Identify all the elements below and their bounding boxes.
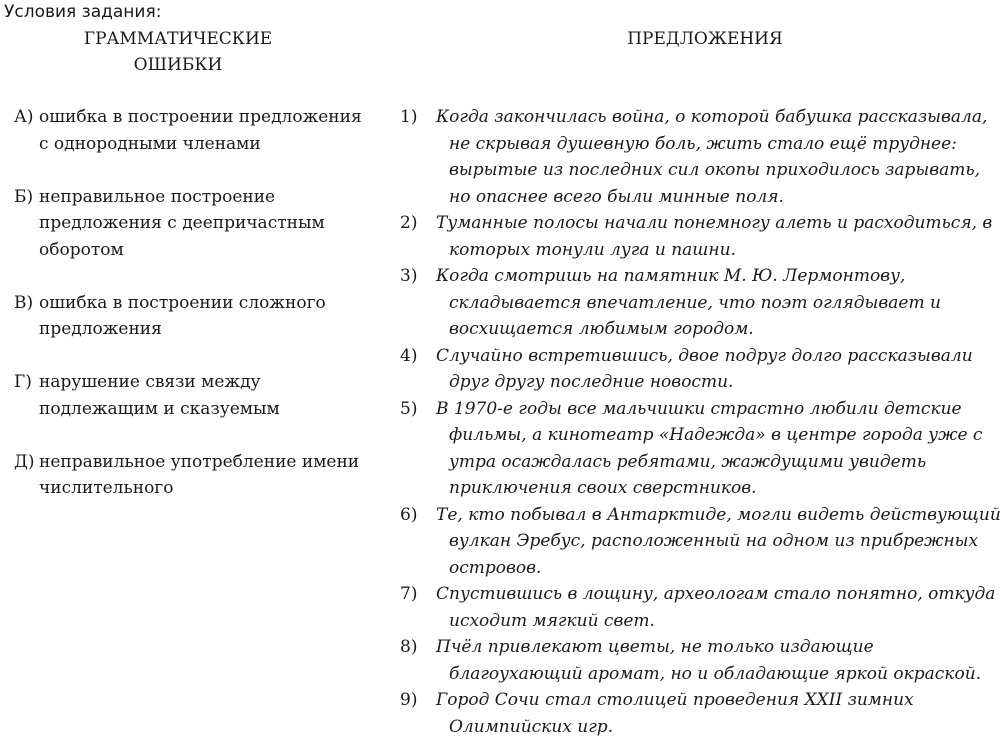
sentence-number: 1)	[400, 107, 418, 127]
error-item-d	[14, 449, 364, 502]
error-letter: Б)	[14, 186, 34, 207]
error-text: ошибка в построении предложения с однородными членами	[39, 107, 362, 154]
sentence-number: 2)	[400, 213, 418, 233]
sentence-text: Пчёл привлекают цветы, не только издающие благоухающий аромат, но и обладающие яркой окраской.	[436, 637, 982, 684]
sentence-item-6	[400, 502, 1005, 582]
sentence-item-1	[400, 104, 1005, 210]
sentence-number: 4)	[400, 345, 418, 366]
sentence-number: 7)	[400, 584, 418, 604]
sentence-number: 6)	[400, 504, 418, 525]
sentence-text: Когда смотришь на памятник М. Ю. Лермонтову, складывается впечатление, что поэт оглядывает и восхищается любимым городом.	[436, 266, 941, 339]
sentence-number: 3)	[400, 266, 418, 286]
error-text: ошибка в построении сложного предложения	[39, 292, 326, 339]
sentence-text: Город Сочи стал столицей проведения XXII зимних Олимпийских игр.	[436, 690, 914, 737]
sentence-number: 5)	[400, 398, 418, 419]
sentence-text: Когда закончилась война, о которой бабушка рассказывала, не скрывая душевную боль, жить стало ещё труднее: вырытые из последних сил окопы приходилось зарывать, но опаснее всего были минные поля.	[436, 107, 988, 207]
sentence-number: 9)	[400, 690, 418, 710]
error-letter: Д)	[14, 451, 35, 472]
sentences-list	[400, 104, 1005, 740]
error-item-g	[14, 369, 364, 422]
sentence-item-8	[400, 634, 1005, 687]
sentence-text: Туманные полосы начали понемногу алеть и расходиться, в которых тонули луга и пашни.	[436, 213, 993, 260]
sentence-item-2	[400, 210, 1005, 263]
error-text: неправильное построение предложения с деепричастным оборотом	[39, 186, 325, 260]
error-text: неправильное употребление имени числительного	[39, 451, 360, 498]
error-text: нарушение связи между подлежащим и сказуемым	[39, 372, 280, 419]
sentence-item-7	[400, 581, 1005, 634]
error-item-b	[14, 184, 364, 264]
sentence-item-3	[400, 263, 1005, 343]
sentence-text: Те, кто побывал в Антарктиде, могли видеть действующий вулкан Эребус, расположенный на одном из прибрежных островов.	[436, 504, 1001, 578]
conditions-label: Условия задания:	[4, 2, 162, 22]
sentence-item-4	[400, 343, 1005, 396]
sentence-text: Спустившись в лощину, археологам стало понятно, откуда исходит мягкий свет.	[436, 584, 996, 631]
sentences-column-header: ПРЕДЛОЖЕНИЯ	[627, 29, 783, 49]
grammar-errors-list	[14, 104, 364, 528]
sentence-text: В 1970-е годы все мальчишки страстно любили детские фильмы, а кинотеатр «Надежда» в центре города уже с утра осаждалась ребятами, жаждущими увидеть приключения своих сверстников.	[436, 398, 983, 498]
error-letter: А)	[14, 107, 34, 127]
error-letter: В)	[14, 292, 34, 313]
error-item-v	[14, 290, 364, 343]
sentence-text: Случайно встретившись, двое подруг долго рассказывали друг другу последние новости.	[436, 345, 973, 392]
error-item-a	[14, 104, 364, 157]
sentence-number: 8)	[400, 637, 418, 657]
sentence-item-9	[400, 687, 1005, 740]
errors-column-header: ГРАММАТИЧЕСКИЕ ОШИБКИ	[83, 29, 273, 75]
sentence-item-5	[400, 396, 1005, 502]
error-letter: Г)	[14, 372, 32, 392]
